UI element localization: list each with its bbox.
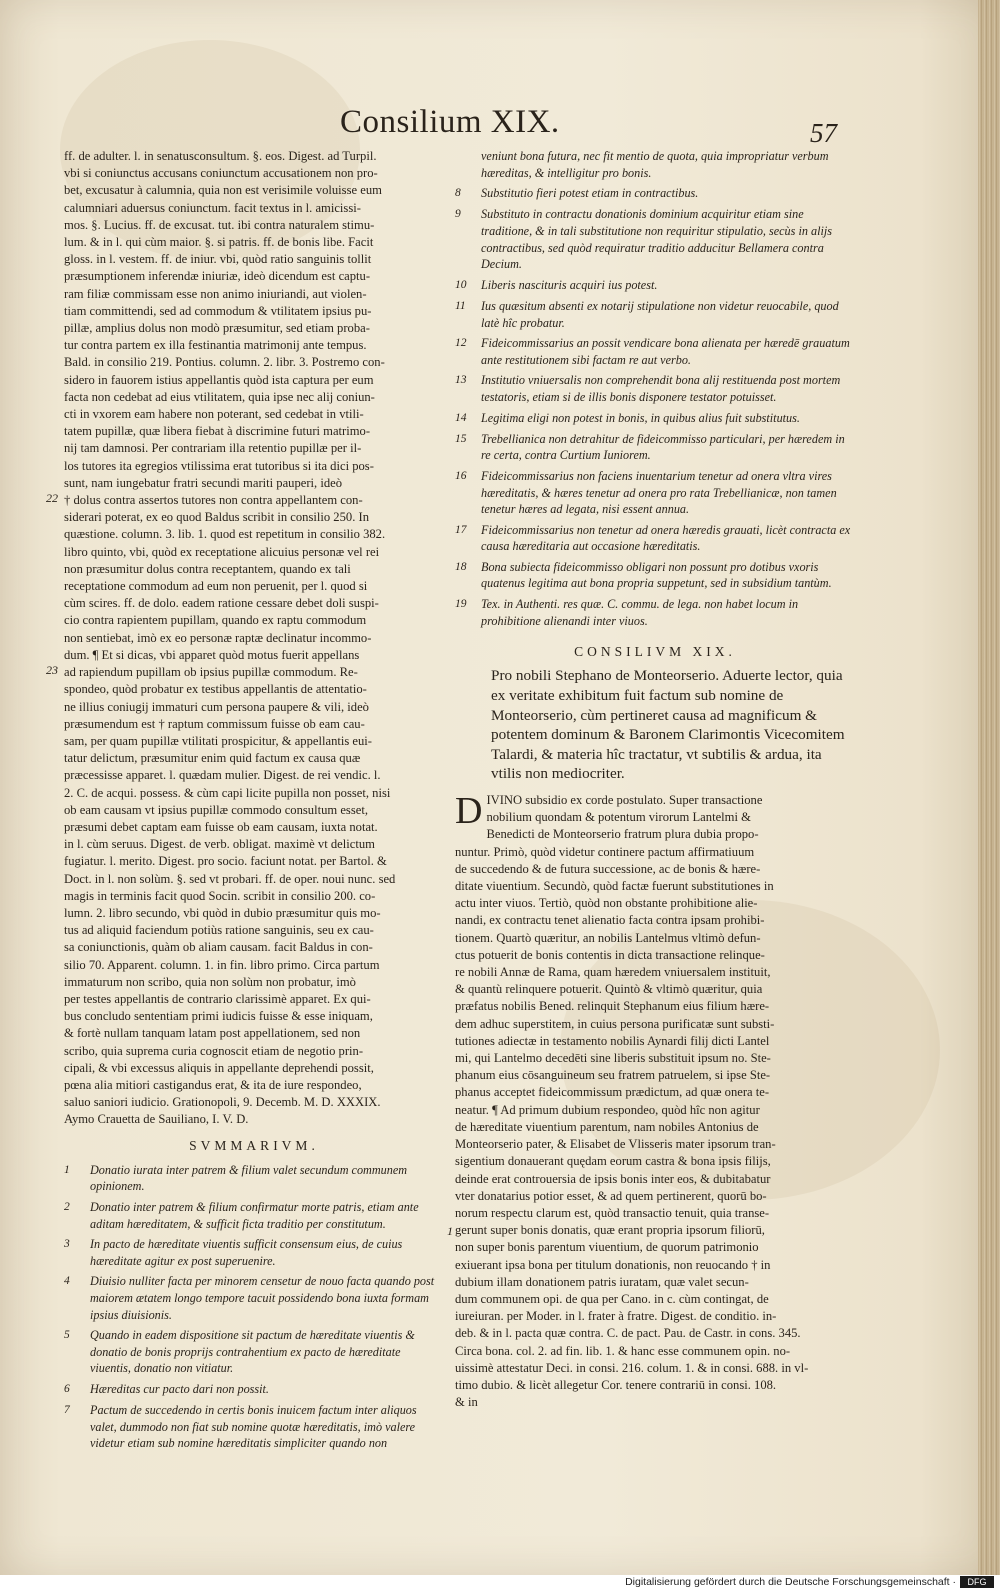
summary-item-text: In pacto de hæreditate viuentis sufficit consensum eius, de cuius hæreditate agitur ex post superuenire. [90,1237,403,1268]
summary-item-text: Quando in eadem dispositione sit pactum de hæreditate viuentis & donatio de bonis proprijs contrahentium ex pacto de hæreditate viuentis, donatio non vitiatur. [90,1328,415,1376]
summary-item [64,1402,444,1452]
text-line: phanum eius cōsanguineum seu fratrem patruelem, si ipse Ste- [455,1068,771,1083]
summary-item-number: 4 [64,1275,70,1288]
text-line: ram filiæ commissam esse non animo iniuriandi, aut violen- [64,286,367,301]
summarium-heading: SVMMARIVM. [189,1137,319,1153]
text-line: facta non cedebat ad eius vtilitatem, quia ipse nec alij coniun- [64,389,375,404]
text-line: vbi si coniunctus accusans coniunctum accusationem non pro- [64,166,378,181]
summary-item [64,1199,444,1232]
text-line: libro quinto, vbi, quòd ex receptatione alicuius personæ vel rei [64,544,380,559]
text-line: ditate viuentium. Secundò, quòd factæ fuerunt substitutiones in [455,879,774,894]
summary-item-number [455,148,481,181]
summary-item-text: Bona subiecta fideicommisso obligari non possunt pro dotibus vxoris quatenus legitima aut bona propria suppetunt, sed in subsidium tantùm. [481,559,832,591]
summary-item [455,206,855,272]
text-line: bet, excusatur à calumnia, quia non est verisimile voluisse eum [64,183,382,198]
summary-item-number: 6 [64,1382,70,1395]
margin-number: 1 [447,1224,453,1238]
summary-item-number: 2 [64,1200,70,1213]
text-line: dum communem opi. de qua per Cano. in c. cùm contingat, de [455,1291,769,1306]
page-title: Consilium XIX. [340,104,560,140]
text-line: nandi, ex contractu tenet alienatio facta contra ipsam prohibi- [455,913,765,928]
dfg-logo: DFG [960,1576,994,1588]
left-column [64,148,444,1456]
summary-item [455,148,855,181]
summary-item [64,1381,444,1398]
summary-item [455,298,855,331]
text-line: tatem pupillæ, quæ libera fiebat à discrimine futuri matrimo- [64,424,371,439]
text-line: ctus potuerit de bonis contentis in dicta transactione relinque- [455,947,765,962]
text-line: tur contra partem ex illa festinantia matrimonij ante tempus. [64,338,367,353]
text-line: 2. C. de acqui. possess. & cùm capi licite pupilla non posset, nisi [64,785,391,800]
text-line: timo dubio. & licèt allegetur Cor. tenere contrariū in consi. 108. [455,1377,777,1392]
text-line: receptatione commodum ad eum non peruenit, per l. quod si [64,579,368,594]
text-line: spondeo, quòd probatur ex testibus appellantis de attentatio- [64,682,367,697]
text-line: uissimè attestatur Deci. in consi. 216. colum. 1. & in consi. 688. in vl- [455,1360,809,1375]
text-line: lumn. 2. libro secundo, vbi quòd in dubio præsumitur quis mo- [64,905,381,920]
summary-item [455,410,855,427]
text-line: tiam committendi, sed ad commodum & vtilitatem ipsius pu- [64,303,372,318]
summary-item-text: Trebellianica non detrahitur de fideicommisso particulari, per hæredem in re certa, contra Curtium Iuniorem. [481,431,845,463]
text-line: lum. & in l. qui cùm maior. §. si patris. ff. de bonis libe. Facit [64,235,374,250]
summary-item [455,372,855,405]
summary-item [455,468,855,518]
text-line: mi, qui Lantelmo decedēti sine liberis substituit ipsum no. Ste- [455,1051,771,1066]
consilium-intro: Pro nobili Stephano de Monteorserio. Aduerte lector, quia ex veritate exhibitum fuit factum sub nomine de Monteorserio, cùm pertineret causa ad magnificum & potentem dominum & Baronem Clarimontis Vicecomitem Talardi, & materia hîc tractatur, vt subtilis & ardua, ita vtilis non mediocriter. [491,667,845,783]
text-line: præfatus nobilis Bened. relinquit Stephanum eius filium hære- [455,999,770,1014]
footer-bar [0,1575,1000,1590]
summary-item-text: Donatio inter patrem & filium confirmatur morte patris, etiam ante aditam hæreditatem, & sufficit ficta traditio per constitutum. [90,1199,419,1231]
text-line: præsumendum est † raptum commissum fuisse ob eam cau- [64,716,365,731]
text-line: & fortè nullam tanquam latam post appellationem, sed non [64,1026,361,1041]
text-line: non præsumitur dolus contra receptantem, quando ex tali [64,561,351,576]
summary-item-text: Fideicommissarius an possit vendicare bona alienata per hæredē grauatum ante restitutionem sibi factam re aut verbo. [481,336,850,367]
text-line: magis in terminis facit quod Socin. scribit in consilio 200. co- [64,888,376,903]
text-line: de hæreditate viuentium parentum, nam nobiles Antonius de [455,1119,759,1134]
summary-item-number: 13 [455,374,467,387]
text-line: cùm scires. ff. de dolo. eadem ratione cessare debet doli suspi- [64,596,379,611]
text-line: los tutores ita egregios vtilissima erat tutoribus si ita dici pos- [64,458,374,473]
summary-item-text: Substituto in contractu donationis dominium acquiritur etiam sine traditione, & in tali substitutione non requiritur stipulatio, secùs in alijs contractibus, sed quòd requiratur traditio adducitur Bellamera contra Decium. [481,207,832,272]
text-line: iureiuran. per Moder. in l. frater à fratre. Digest. de conditio. in- [455,1309,777,1324]
text-line: IVINO subsidio ex corde postulato. Super transactione [486,793,763,808]
summary-item-text: Hæreditas cur pacto dari non possit. [90,1381,269,1396]
summary-item [455,277,855,294]
summary-item [455,522,855,555]
text-line: tatur delictum, præsumitur enim quid factum ex causa quæ [64,751,361,766]
text-line: sa coniunctionis, quàm ob aliam causam. facit Baldus in con- [64,940,373,955]
text-line: nuntur. Primò, quòd videtur continere pactum affirmatiuum [455,844,755,859]
summary-item [455,335,855,368]
text-line: tionem. Quartò quæritur, an nobilis Lantelmus vltimò defun- [455,930,761,945]
text-line: ad rapiendum pupillam ob ipsius pupillæ commodum. Re- [64,665,358,680]
text-line: gerunt super bonis donatis, quæ erant propria ipsorum filiorū, [455,1223,765,1238]
summary-item-text: Liberis nascituris acquiri ius potest. [481,277,658,292]
consilium-body-lines [455,792,855,1411]
text-line: dem adhuc superstitem, in cuius persona purificatæ sunt substi- [455,1016,775,1031]
summary-item-text: Fideicommissarius non tenetur ad onera hæredis grauati, licèt contracta ex causa hæreditaria aut occasione hæreditatis. [481,522,851,554]
text-line: saluo saniori iudicio. Grationopoli, 9. Decemb. M. D. XXXIX. [64,1095,381,1110]
summary-item-number: 15 [455,432,467,445]
text-line: sigentium donauerant quędam eorum castra & bona ipsis filijs, [455,1154,771,1169]
consilium-body [455,792,855,1411]
text-line: præsumi debet captam eam fuisse ob eam causam, iuxta notat. [64,819,378,834]
text-line: neatur. ¶ Ad primum dubium respondeo, quòd hîc non agitur [455,1102,760,1117]
summary-item-text: Donatio iurata inter patrem & filium valet secundum communem opinionem. [90,1162,408,1194]
text-line: Circa bona. col. 2. ad fin. lib. 1. & hanc esse communem opin. no- [455,1343,791,1358]
text-line: deb. & in l. pacta quæ contra. C. de pact. Pau. de Castr. in cons. 345. [455,1326,801,1341]
margin-number: 23 [46,663,58,677]
text-line: non super bonis parentum viuentium, de quorum patrimonio [455,1240,759,1255]
right-column [455,148,855,1411]
text-line: cio contra rapientem pupillam, quando ex raptu commodum [64,613,367,628]
text-line: siderari poterat, ex eo quod Baldus scribit in consilio 250. In [64,510,369,525]
summary-item [64,1273,444,1323]
text-line: per testes appellantis de contrario clarissimè apparet. Ex qui- [64,991,371,1006]
text-line: tutiones adiectæ in testamento nobilis Aynardi filij dicti Lantel [455,1033,770,1048]
summary-item-text: Legitima eligi non potest in bonis, in quibus alius fuit substitutus. [481,410,800,425]
summary-item [455,559,855,592]
text-line: re nobili Annæ de Rama, quam hæredem vniuersalem instituit, [455,965,771,980]
consilium-heading: CONSILIVM XIX. [574,644,736,660]
summary-item-text: Institutio vniuersalis non comprehendit bona alij restituenda post mortem testatoris, etiam si de illis bonis disponere testator potuisset. [481,373,841,404]
text-line: bus concludo sententiam primi iudicis fuisse & esse iniquam, [64,1009,373,1024]
summary-item [64,1236,444,1269]
text-line: scribo, quia suprema curia cognoscit etiam de negotio prin- [64,1043,364,1058]
text-line: cti in vxorem eam habere non poterant, sed cedebat in vtili- [64,407,364,422]
summary-item-number: 14 [455,411,467,424]
summarium-list-right [455,148,855,629]
summary-item-number: 8 [455,187,461,200]
text-line: fugiatur. l. merito. Digest. pro socio. faciunt notat. per Bartol. & [64,854,387,869]
text-line: dum. ¶ Et si dicas, vbi apparet quòd motus fuerit appellans [64,647,360,662]
margin-number: 22 [46,491,58,505]
summary-item-text: Substitutio fieri potest etiam in contractibus. [481,186,699,201]
summary-item-number: 16 [455,469,467,482]
text-line: nobilium quondam & potentum virorum Lantelmi & [486,810,751,825]
text-line: præsumptionem inferendæ iniuriæ, ideò dicendum est captu- [64,269,371,284]
text-line: Bald. in consilio 219. Pontius. column. 2. libr. 3. Postremo con- [64,355,385,370]
text-line: sam, per quam pupillæ vtilitati prospicitur, & appellantis eui- [64,733,372,748]
text-line: exiuerant ipsa bona per titulum donationis, non reuocando † in [455,1257,771,1272]
text-line: & in [455,1395,478,1410]
text-line: pœna alia mitiori castigandus erat, & ita de iure respondeo, [64,1077,362,1092]
summary-item [455,431,855,464]
text-line: Doct. in l. non solùm. §. sed vt probari. ff. de oper. noui nunc. sed [64,871,396,886]
text-line: pillæ, amplius dolus non modò præsumitur, sed etiam proba- [64,321,370,336]
text-line: phanus acceptet fideicommissum prædictum, ad quæ onera te- [455,1085,770,1100]
text-line: præcessisse apparet. l. quædam mulier. Digest. de rei vendic. l. [64,768,381,783]
page-number: 57 [810,118,837,148]
summary-item-number: 17 [455,523,467,536]
text-line: ne illius coniugij immaturi cum persona paupere & vili, ideò [64,699,369,714]
summary-item-number: 1 [64,1163,70,1176]
summarium-list-left [64,1162,444,1452]
summary-item-number: 10 [455,278,467,291]
text-line: immaturum non scribo, quia non solùm non probatur, imò [64,974,356,989]
summary-item [64,1162,444,1195]
text-line: in l. cùm seruus. Digest. de verb. obligat. maximè vt delictum [64,837,375,852]
summary-item-number: 7 [64,1404,70,1417]
text-line: ff. de adulter. l. in senatusconsultum. §. eos. Digest. ad Turpil. [64,149,377,163]
text-line: Monteorserio pater, & Elisabet de Vlisseris mater ipsorum tran- [455,1137,776,1152]
text-line: vter donatarius potior esset, & ad quem pertinerent, quorū bo- [455,1188,767,1203]
footer-credit: Digitalisierung gefördert durch die Deutsche Forschungsgemeinschaft · [625,1576,956,1588]
text-line: non sentiebat, imò ex eo personæ raptæ declinatur incommo- [64,630,372,645]
summary-item-text: Ius quæsitum absenti ex notarij stipulatione non videtur reuocabile, quod latè hîc probatur. [481,298,839,330]
text-line: † dolus contra assertos tutores non contra appellantem con- [64,493,363,508]
summary-item-text: Fideicommissarius non faciens inuentarium tenetur ad onera vltra vires hæreditatis, & hæres tenetur ad onera pro rata Trebellianicæ, non tamen tenetur hæres ad legata, nisi essent annua. [481,468,837,517]
text-line: Benedicti de Monteorserio fratrum plura dubia propo- [486,827,759,842]
text-line: de succedendo & de futura successione, ac de bonis & hære- [455,861,761,876]
text-line: actu inter viuos. Tertiò, quòd non obstante prohibitione alie- [455,896,758,911]
summary-item-number: 3 [64,1238,70,1251]
summary-item [64,1327,444,1377]
text-line: sidero in fauorem istius appellantis quòd ista captura per eum [64,372,374,387]
text-line: gloss. in l. vestem. ff. de iniur. vbi, quòd ratio sanguinis tollit [64,252,372,267]
text-line: norum respectu clarum est, quòd transactio tenuit, quia transe- [455,1205,770,1220]
text-line: deinde erat controuersia de ipsis bonis inter eos, & dubitabatur [455,1171,771,1186]
text-line: tus ad aliquid faciendum potiùs ratione sanguinis, seu ex cau- [64,923,374,938]
text-line: ob eam causam vt ipsius pupillæ commodo consultum esset, [64,802,368,817]
summary-item-text: Pactum de succedendo in certis bonis inuicem factum inter aliquos valet, dummodo non fiat sub nomine quotæ hæreditatis, imò valere videtur etiam sub nomine hæreditatis simpliciter quando non [90,1403,417,1451]
text-line: & quantù relinquere potuerit. Quintò & vltimò quæritur, quia [455,982,763,997]
text-line: calumniari aduersus coniunctum. facit textus in l. amicissi- [64,200,361,215]
text-line: cipali, & vbi excessus aliquis in appellante deprehendi possit, [64,1060,374,1075]
text-line: sunt, nam iungebatur fratri secundi mariti pauperi, ideò [64,475,343,490]
text-line: dubium illam donationem patris iuratam, quæ valet secun- [455,1274,749,1289]
left-text-block [64,148,444,1129]
summary-item [455,596,855,629]
text-line: nij tam damnosi. Per contrariam illa retentio pupillæ per il- [64,441,362,456]
drop-cap: D [455,790,483,833]
text-line: silio 70. Apparent. column. 1. in fin. libro primo. Circa partum [64,957,380,972]
summary-item-number: 9 [455,208,461,221]
text-line: mos. §. Lucius. ff. de excusat. tut. ibi contra naturalem stimu- [64,217,375,232]
summary-item-number: 11 [455,299,466,312]
summary-item-text: Tex. in Authenti. res quæ. C. commu. de lega. non habet locum in prohibitione alienandi inter viuos. [481,597,799,628]
text-line: quæstione. column. 3. lib. 1. quod est repetitum in consilio 382. [64,527,386,542]
summary-item-number: 12 [455,337,467,350]
summary-item-text: Diuisio nulliter facta per minorem censetur de nouo facta quando post maiorem ætatem longo tempore tacuit possidendo bona iuxta formam ipsius diuisionis. [90,1274,435,1322]
summary-item-number: 5 [64,1329,70,1342]
summary-item-number: 18 [455,560,467,573]
page-edge [978,0,1000,1575]
summary-item-text: veniunt bona futura, nec fit mentio de quota, quia impropriatur verbum hæreditas, & intelligitur pro bonis. [481,149,829,180]
text-line: Aymo Crauetta de Sauiliano, I. V. D. [64,1112,249,1127]
summary-item [455,185,855,202]
summary-item-number: 19 [455,598,467,611]
